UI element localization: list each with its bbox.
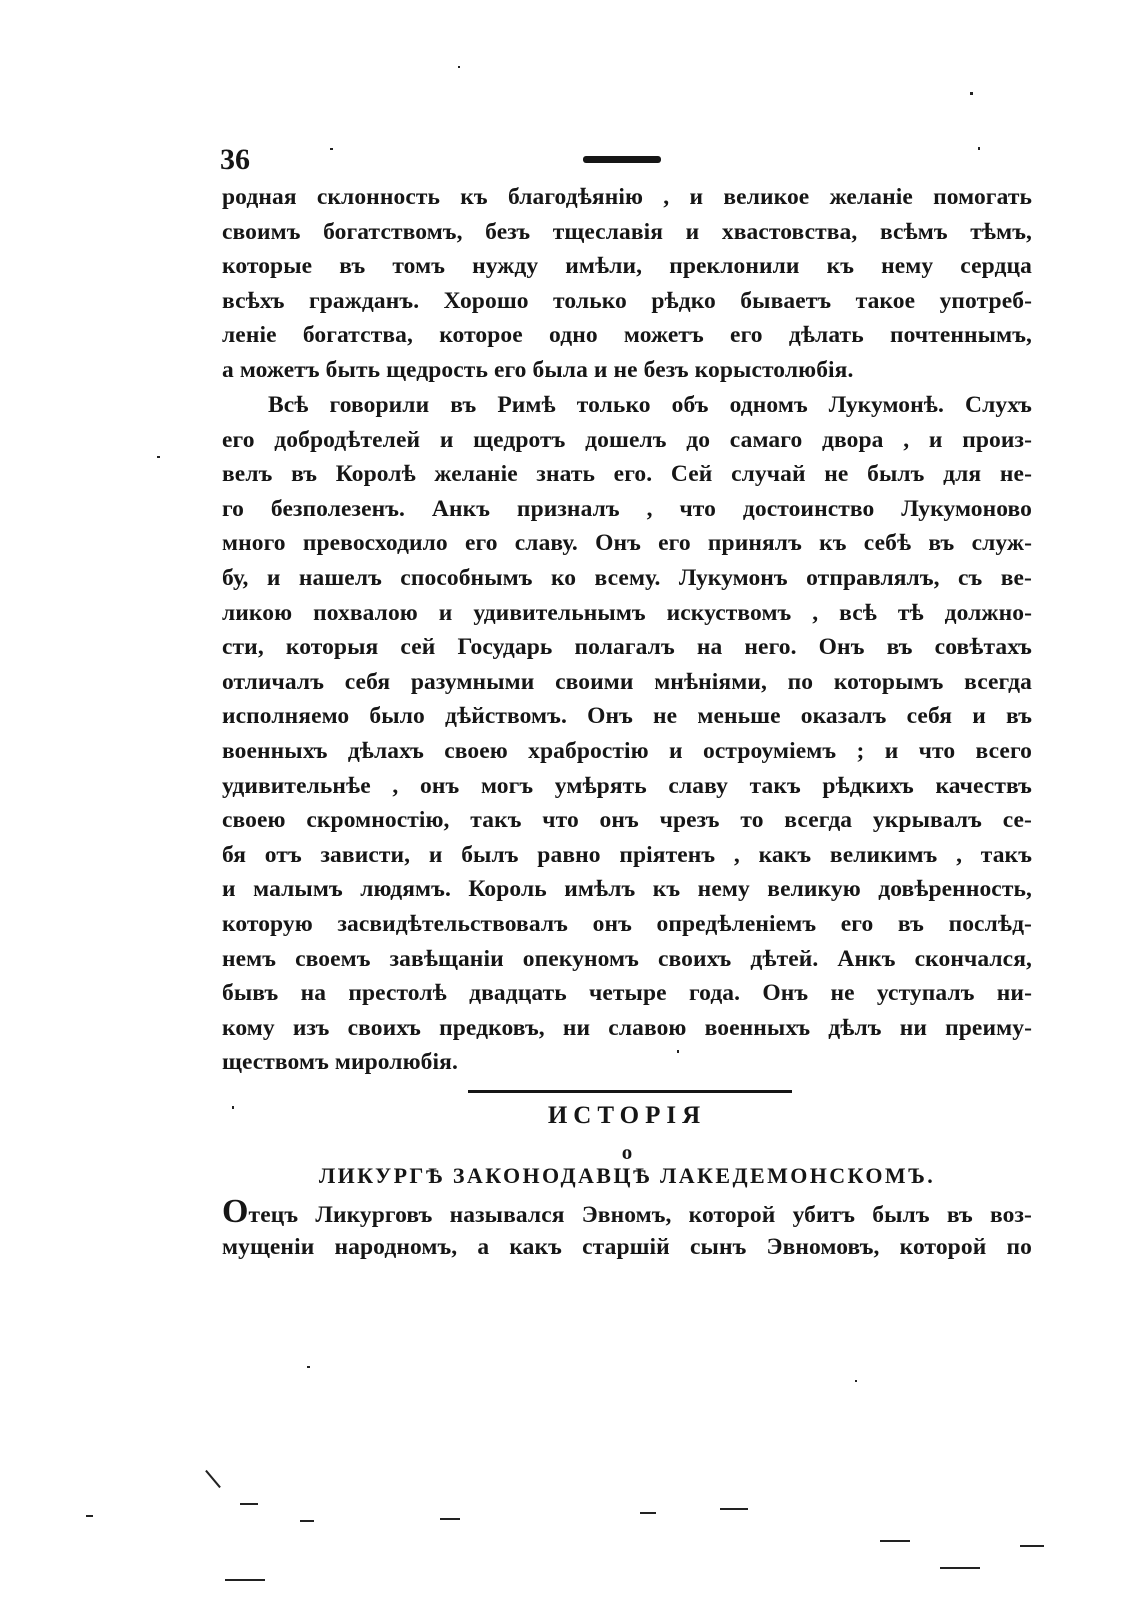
text-line: мущеніи народномъ, а какъ старшій сынъ Эвномовъ, которой по bbox=[222, 1233, 1032, 1260]
text-line: всѣхъ гражданъ. Хорошо только рѣдко бываетъ такое употреб- bbox=[222, 287, 1032, 314]
section-title-connector: о bbox=[621, 1140, 633, 1164]
scan-speck bbox=[240, 1503, 258, 1505]
text-line: родная склонность къ благодѣянію , и великое желаніе помогать bbox=[222, 184, 1032, 210]
scan-speck bbox=[232, 1106, 234, 1109]
text-line: исполняемо было дѣйствомъ. Онъ не меньше оказалъ себя и въ bbox=[222, 703, 1032, 730]
text-line: бывъ на престолѣ двадцать четыре года. Онъ не уступалъ ни- bbox=[222, 980, 1032, 1007]
text-line: сти, которыя сей Государь полагалъ на него. Онъ въ совѣтахъ bbox=[222, 634, 1032, 661]
text-line-first bbox=[222, 1195, 1032, 1230]
scan-speck bbox=[970, 92, 973, 95]
header-ornament-rule bbox=[583, 156, 661, 163]
text-line: бя отъ зависти, и былъ равно пріятенъ , какъ великимъ , такъ bbox=[222, 841, 1032, 868]
scan-speck bbox=[205, 1470, 221, 1488]
text-line: а можетъ быть щедрость его была и не безъ корыстолюбія. bbox=[222, 356, 854, 383]
text-line: своимъ богатствомъ, безъ тщеславія и хвастовства, всѣмъ тѣмъ, bbox=[222, 218, 1032, 245]
paragraph-1 bbox=[222, 180, 1032, 388]
scan-speck bbox=[458, 66, 460, 68]
text-line: военныхъ дѣлахъ своею храбростію и остроуміемъ ; и что всего bbox=[222, 737, 1032, 764]
text-line: удивительнѣе , онъ могъ умѣрять славу такъ рѣдкихъ качествъ bbox=[222, 772, 1032, 799]
scan-speck bbox=[86, 1515, 93, 1517]
scan-speck bbox=[440, 1518, 460, 1520]
text-line: го безполезенъ. Анкъ призналъ , что достоинство Лукумоново bbox=[222, 495, 1032, 522]
text-line: велъ въ Королѣ желаніе знать его. Сей случай не былъ для не- bbox=[222, 461, 1032, 488]
drop-cap: О bbox=[222, 1193, 249, 1230]
paragraph-3 bbox=[222, 1195, 1032, 1264]
text-line: ществомъ миролюбія. bbox=[222, 1049, 458, 1076]
text-line: кому изъ своихъ предковъ, ни славою военныхъ дѣлъ ни преиму- bbox=[222, 1014, 1032, 1041]
scan-speck bbox=[978, 147, 980, 150]
scan-speck bbox=[307, 1366, 310, 1368]
paragraph-2 bbox=[222, 388, 1032, 1080]
scan-speck bbox=[855, 1380, 857, 1382]
text-line-rest: тецъ Ликурговъ назывался Эвномъ, которой убитъ былъ въ воз- bbox=[248, 1202, 1032, 1228]
scan-speck bbox=[677, 1050, 679, 1053]
text-line: леніе богатства, которое одно можетъ его дѣлать почтеннымъ, bbox=[222, 322, 1032, 349]
scan-speck bbox=[720, 1508, 748, 1510]
text-line: немъ своемъ завѣщаніи опекуномъ своихъ дѣтей. Анкъ скончался, bbox=[222, 945, 1032, 972]
text-line: его добродѣтелей и щедротъ дошелъ до самаго двора , и произ- bbox=[222, 426, 1032, 453]
scan-speck bbox=[157, 456, 160, 458]
text-line: Всѣ говорили въ Римѣ только объ одномъ Лукумонѣ. Слухъ bbox=[268, 392, 1032, 418]
scan-speck bbox=[880, 1540, 910, 1542]
text-line: своею скромностію, такъ что онъ чрезъ то всегда укрывалъ се- bbox=[222, 807, 1032, 834]
text-line: много превосходило его славу. Онъ его принялъ къ себѣ въ служ- bbox=[222, 530, 1032, 557]
section-subtitle: ЛИКУРГѢ ЗАКОНОДАВЦѢ ЛАКЕДЕМОНСКОМЪ. bbox=[318, 1163, 936, 1188]
scan-speck bbox=[940, 1567, 980, 1569]
text-line: и малымъ людямъ. Король имѣлъ къ нему великую довѣренность, bbox=[222, 876, 1032, 903]
section-divider bbox=[468, 1090, 792, 1093]
section-title: ИСТОРІЯ bbox=[547, 1102, 707, 1129]
scan-speck bbox=[640, 1512, 656, 1514]
text-line: бу, и нашелъ способнымъ ко всему. Лукумонъ отправлялъ, съ ве- bbox=[222, 564, 1032, 591]
text-line: ликою похвалою и удивительнымъ искуствомъ , всѣ тѣ должно- bbox=[222, 599, 1032, 626]
scan-speck bbox=[225, 1579, 265, 1581]
scan-speck bbox=[330, 148, 333, 150]
scan-speck bbox=[300, 1520, 314, 1522]
scan-speck bbox=[1020, 1545, 1044, 1547]
page-number: 36 bbox=[220, 143, 250, 176]
text-line: которые въ томъ нужду имѣли, преклонили къ нему сердца bbox=[222, 253, 1032, 280]
text-line: которую засвидѣтельствовалъ онъ опредѣленіемъ его въ послѣд- bbox=[222, 910, 1032, 937]
text-line: отличалъ себя разумными своими мнѣніями, по которымъ всегда bbox=[222, 668, 1032, 695]
